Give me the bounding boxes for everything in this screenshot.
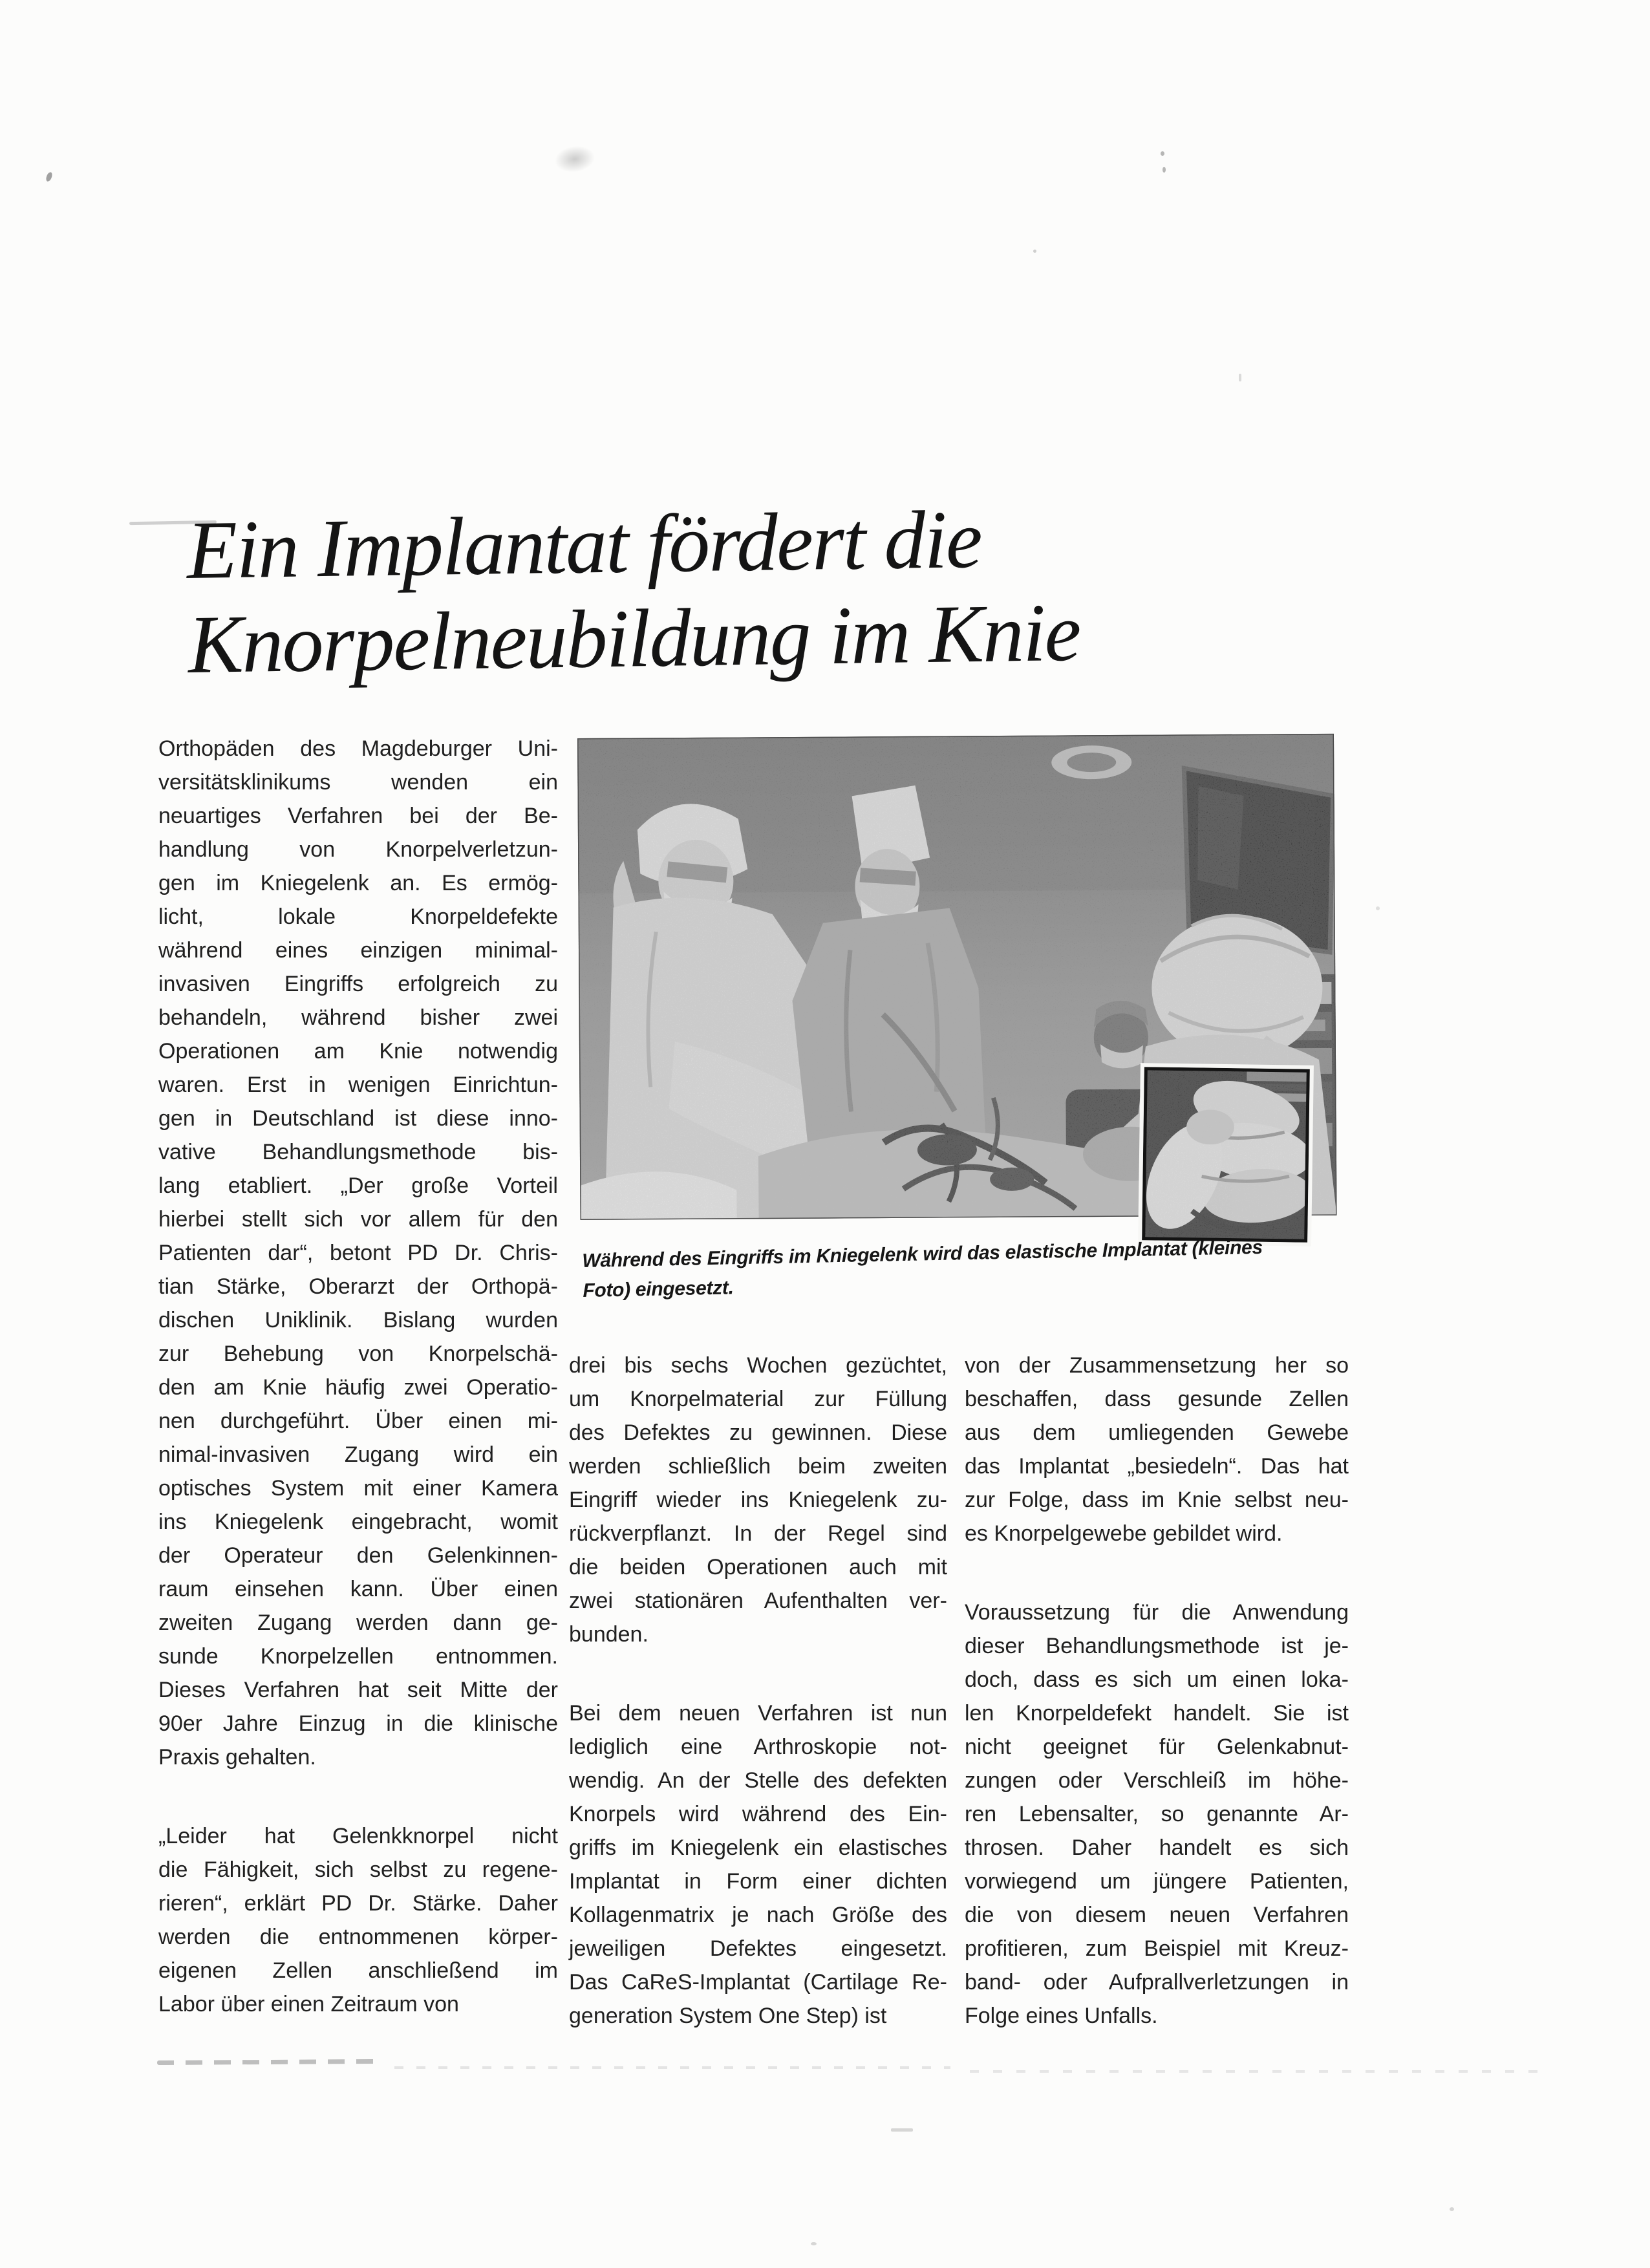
text-line: Operationen am Knie notwendig	[158, 1039, 558, 1064]
text-line: Ein Implantat fördert die	[186, 493, 982, 596]
text-line: die Fähigkeit, sich selbst zu regene-	[158, 1857, 558, 1882]
text-line: profitieren, zum Beispiel mit Kreuz-	[965, 1936, 1349, 1961]
scan-smudge	[553, 144, 597, 175]
text-line: drei bis sechs Wochen gezüchtet,	[569, 1353, 947, 1378]
scan-speck	[1376, 906, 1380, 910]
text-line: invasiven Eingriffs erfolgreich zu	[158, 972, 558, 996]
paragraph	[186, 487, 1301, 692]
text-line: vorwiegend um jüngere Patienten,	[965, 1869, 1349, 1894]
text-line: ins Kniegelenk eingebracht, womit	[158, 1510, 558, 1534]
text-line: die von diesem neuen Verfahren	[965, 1903, 1349, 1927]
text-line: dischen Uniklinik. Bislang wurden	[158, 1308, 558, 1332]
text-line: „Leider hat Gelenkknorpel nicht	[158, 1824, 558, 1848]
text-line: lang etabliert. „Der große Vorteil	[158, 1173, 558, 1198]
text-line: handlung von Knorpelverletzun-	[158, 837, 558, 862]
text-line: aus dem umliegenden Gewebe	[965, 1420, 1349, 1445]
text-line: Das CaReS-Implantat (Cartilage Re-	[569, 1970, 947, 1995]
scan-speck	[45, 171, 52, 182]
text-line: gen im Kniegelenk an. Es ermög-	[158, 871, 558, 895]
text-line: nen durchgeführt. Über einen mi-	[158, 1409, 558, 1433]
text-line: rieren“, erklärt PD Dr. Stärke. Daher	[158, 1891, 558, 1916]
text-line: wendig. An der Stelle des defekten	[569, 1768, 947, 1793]
scan-speck	[1161, 151, 1164, 156]
implant-inset-illustration	[1145, 1070, 1307, 1239]
text-line: während eines einzigen minimal-	[158, 938, 558, 963]
photo-caption	[582, 1231, 1346, 1306]
text-line: raum einsehen kann. Über einen	[158, 1577, 558, 1601]
text-line: ren Lebensalter, so genannte Ar-	[965, 1802, 1349, 1826]
text-line: throsen. Daher handelt es sich	[965, 1835, 1349, 1860]
text-line: zwei stationären Aufenthalten ver-	[569, 1589, 947, 1613]
text-line: vative Behandlungsmethode bis-	[158, 1140, 558, 1164]
text-line: sunde Knorpelzellen entnommen.	[158, 1644, 558, 1669]
text-line: Dieses Verfahren hat seit Mitte der	[158, 1678, 558, 1702]
text-line: tian Stärke, Oberarzt der Orthopä-	[158, 1274, 558, 1299]
text-line: Foto) eingesetzt.	[583, 1277, 734, 1301]
text-line: Während des Eingriffs im Kniegelenk wird das elastische Implantat (kleines	[582, 1236, 1263, 1272]
implant-inset-photo	[1142, 1067, 1310, 1243]
text-line: optisches System mit einer Kamera	[158, 1476, 558, 1501]
text-line: Knorpelneubildung im Knie	[188, 586, 1081, 690]
text-line: zungen oder Verschleiß im höhe-	[965, 1768, 1349, 1793]
text-line: um Knorpelmaterial zur Füllung	[569, 1387, 947, 1411]
scan-speck	[811, 2242, 817, 2245]
text-line: nicht geeignet für Gelenkabnut-	[965, 1735, 1349, 1759]
text-line: eigenen Zellen anschließend im	[158, 1958, 558, 1983]
text-line: beschaffen, dass gesunde Zellen	[965, 1387, 1349, 1411]
text-line: von der Zusammensetzung her so	[965, 1353, 1349, 1378]
text-line: werden schließlich beim zweiten	[569, 1454, 947, 1479]
text-line: die beiden Operationen auch mit	[569, 1555, 947, 1579]
text-line: zur Behebung von Knorpelschä-	[158, 1342, 558, 1366]
scan-dash-line	[970, 2070, 1539, 2073]
paragraph	[158, 1819, 558, 2021]
text-line: Folge eines Unfalls.	[965, 2004, 1158, 2028]
text-line: dieser Behandlungsmethode ist je-	[965, 1634, 1349, 1658]
text-line: Eingriff wieder ins Kniegelenk zu-	[569, 1488, 947, 1512]
paragraph	[569, 1349, 947, 1651]
text-line: zweiten Zugang werden dann ge-	[158, 1610, 558, 1635]
text-line: gen in Deutschland ist diese inno-	[158, 1106, 558, 1131]
text-line: licht, lokale Knorpeldefekte	[158, 904, 558, 929]
text-line: Orthopäden des Magdeburger Uni-	[158, 736, 558, 761]
text-line: band- oder Aufprallverletzungen in	[965, 1970, 1349, 1995]
body-column-middle	[569, 1349, 947, 2033]
text-line: doch, dass es sich um einen loka-	[965, 1667, 1349, 1692]
text-line: Knorpels wird während des Ein-	[569, 1802, 947, 1826]
scan-speck	[891, 2128, 913, 2132]
text-line: Labor über einen Zeitraum von	[158, 1992, 459, 2017]
text-line: behandeln, während bisher zwei	[158, 1005, 558, 1030]
paragraph	[965, 1596, 1349, 2033]
text-line: nimal-invasiven Zugang wird ein	[158, 1442, 558, 1467]
scan-speck	[1033, 250, 1036, 253]
text-line: Praxis gehalten.	[158, 1745, 316, 1770]
text-line: generation System One Step) ist	[569, 2004, 887, 2028]
scan-dash-line	[157, 2059, 376, 2065]
paragraph	[569, 1696, 947, 2033]
text-line: len Knorpeldefekt handelt. Sie ist	[965, 1701, 1349, 1726]
scan-speck	[1162, 167, 1166, 173]
text-line: griffs im Kniegelenk ein elastisches	[569, 1835, 947, 1860]
paragraph	[582, 1231, 1346, 1306]
text-line: Implantat in Form einer dichten	[569, 1869, 947, 1894]
text-line: Bei dem neuen Verfahren ist nun	[569, 1701, 947, 1726]
article-title	[186, 487, 1301, 692]
body-column-left	[158, 732, 558, 2021]
text-line: lediglich eine Arthroskopie not-	[569, 1735, 947, 1759]
text-line: Kollagenmatrix je nach Größe des	[569, 1903, 947, 1927]
paragraph	[965, 1349, 1349, 1550]
text-line: Patienten dar“, betont PD Dr. Chris-	[158, 1241, 558, 1265]
text-line: das Implantat „besiedeln“. Das hat	[965, 1454, 1349, 1479]
scan-speck	[1450, 2207, 1454, 2211]
scan-dash-line	[394, 2066, 950, 2069]
text-line: 90er Jahre Einzug in die klinische	[158, 1711, 558, 1736]
text-line: waren. Erst in wenigen Einrichtun-	[158, 1073, 558, 1097]
text-line: es Knorpelgewebe gebildet wird.	[965, 1521, 1283, 1546]
text-line: neuartiges Verfahren bei der Be-	[158, 804, 558, 828]
text-line: Voraussetzung für die Anwendung	[965, 1600, 1349, 1625]
text-line: den am Knie häufig zwei Operatio-	[158, 1375, 558, 1400]
scan-speck	[1239, 374, 1241, 381]
text-line: versitätsklinikums wenden ein	[158, 770, 558, 795]
paragraph	[158, 732, 558, 1774]
text-line: jeweiligen Defektes eingesetzt.	[569, 1936, 947, 1961]
text-line: hierbei stellt sich vor allem für den	[158, 1207, 558, 1232]
text-line: rückverpflanzt. In der Regel sind	[569, 1521, 947, 1546]
text-line: bunden.	[569, 1622, 648, 1647]
body-column-right	[965, 1349, 1349, 2033]
text-line: zur Folge, dass im Knie selbst neu-	[965, 1488, 1349, 1512]
text-line: der Operateur den Gelenkinnen-	[158, 1543, 558, 1568]
text-line: des Defektes zu gewinnen. Diese	[569, 1420, 947, 1445]
text-line: werden die entnommenen körper-	[158, 1925, 558, 1949]
